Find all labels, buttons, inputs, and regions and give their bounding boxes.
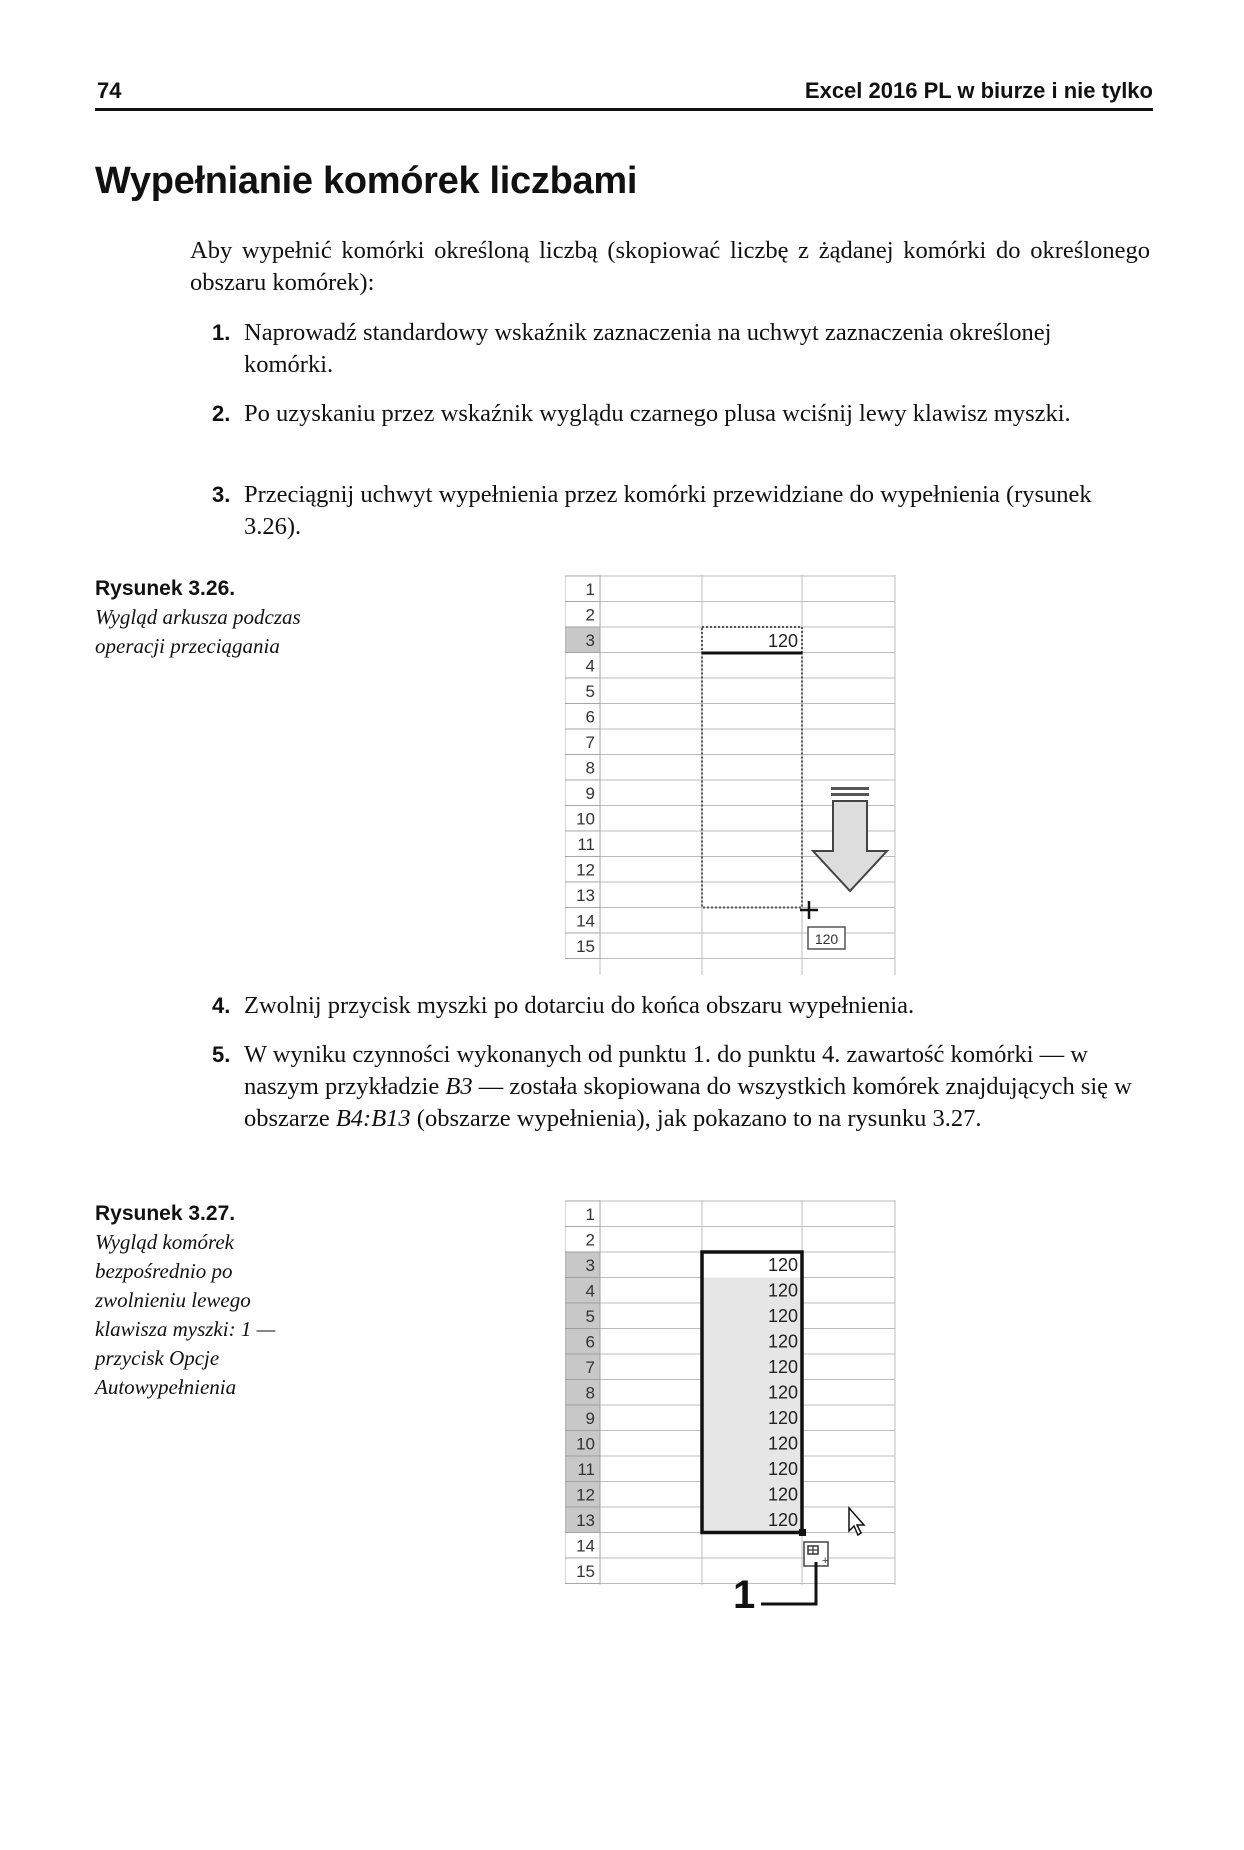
- cell-value: 120: [767, 1255, 798, 1275]
- row-number: 8: [585, 758, 595, 778]
- row-number: 3: [585, 631, 595, 650]
- row-number: 6: [585, 707, 595, 727]
- row-number: 6: [585, 1332, 595, 1352]
- filled-cell-values: [768, 1255, 798, 1530]
- figure-3-26-spreadsheet: [565, 575, 905, 975]
- row-headers: [565, 1201, 600, 1584]
- fill-handle: [799, 1529, 806, 1536]
- step-number: 3.: [212, 482, 231, 507]
- row-number: 13: [576, 1511, 595, 1530]
- step-2: [212, 398, 1132, 430]
- figure-description: Wygląd komórek bezpośrednio po zwolnieniu lewego klawisza myszki: 1 — przycisk Opcje Autowypełnienia: [95, 1230, 276, 1399]
- figure-label: Rysunek 3.26.: [95, 577, 236, 600]
- figure-description: Wygląd arkusza podczas operacji przeciągania: [95, 605, 301, 658]
- step-5: [212, 1039, 1132, 1135]
- section-title: Wypełnianie komórek liczbami: [95, 160, 638, 202]
- range-reference: B4:B13: [335, 1105, 411, 1132]
- crosshair-cursor-icon: [800, 901, 818, 919]
- row-number: 14: [576, 1536, 595, 1556]
- row-number: 10: [576, 809, 595, 829]
- spreadsheet-grid: [565, 575, 895, 975]
- row-number: 4: [585, 656, 595, 676]
- row-number: 4: [585, 1281, 595, 1301]
- row-number: 11: [577, 1460, 595, 1479]
- step-text: Po uzyskaniu przez wskaźnik wyglądu czarnego plusa wciśnij lewy klawisz myszki.: [244, 400, 1071, 427]
- mouse-pointer-icon: [849, 1508, 864, 1535]
- figure-3-27-spreadsheet: [565, 1200, 905, 1620]
- intro-paragraph: Aby wypełnić komórki określoną liczbą (skopiować liczbę z żądanej komórki do określonego obszaru komórek):: [190, 237, 1150, 296]
- cell-value: 120: [767, 1408, 798, 1428]
- cell-value: 120: [767, 1382, 798, 1403]
- step-1: [212, 317, 1132, 381]
- row-number: 12: [576, 860, 595, 880]
- row-number: 8: [585, 1383, 595, 1403]
- step-number: 2.: [212, 401, 231, 426]
- step-number: 5.: [212, 1042, 231, 1067]
- row-number: 9: [585, 1409, 595, 1428]
- row-number: 5: [585, 682, 595, 701]
- row-number: 11: [577, 835, 595, 854]
- step-number: 4.: [212, 993, 231, 1018]
- cell-value: 120: [767, 1459, 798, 1479]
- svg-text:+: +: [822, 1555, 829, 1567]
- row-number: 1: [585, 580, 595, 599]
- row-number: 7: [585, 733, 595, 752]
- row-number: 15: [576, 937, 595, 956]
- cell-value: 120: [767, 1280, 798, 1301]
- row-number: 9: [585, 784, 595, 803]
- row-headers: [565, 576, 600, 959]
- row-number: 7: [585, 1358, 595, 1377]
- step-text: Przeciągnij uchwyt wypełnienia przez komórki przewidziane do wypełnienia (rysunek 3.26).: [244, 481, 1092, 540]
- step-4: [212, 990, 1132, 1022]
- step-text: Zwolnij przycisk myszki po dotarciu do końca obszaru wypełnienia.: [244, 992, 915, 1019]
- step-text: Naprowadź standardowy wskaźnik zaznaczenia na uchwyt zaznaczenia określonej komórki.: [244, 319, 1052, 378]
- figure-3-27-caption: [95, 1200, 305, 1402]
- figure-label: Rysunek 3.27.: [95, 1202, 236, 1225]
- cell-value: 120: [767, 1433, 798, 1454]
- cell-value: 120: [767, 1484, 798, 1505]
- step-text: W wyniku czynności wykonanych od punktu 1. do punktu 4. zawartość komórki — w naszym przykładzie B3 — została skopiowana do wszystkich komórek znajdujących się w obszarze B4:B13 (obszarze wypełnienia), jak pokazano to na rysunku 3.27.: [244, 1041, 1132, 1132]
- step-3: [212, 479, 1132, 543]
- step-number: 1.: [212, 320, 231, 345]
- row-number: 10: [576, 1434, 595, 1454]
- running-header: [95, 78, 1153, 111]
- row-number: 3: [585, 1256, 595, 1275]
- row-number: 14: [576, 911, 595, 931]
- cell-value: 120: [767, 1510, 798, 1530]
- row-number: 2: [585, 605, 595, 625]
- row-number: 5: [585, 1307, 595, 1326]
- row-number: 12: [576, 1485, 595, 1505]
- book-title: Excel 2016 PL w biurze i nie tylko: [804, 78, 1153, 103]
- row-number: 2: [585, 1230, 595, 1250]
- row-number: 1: [585, 1205, 595, 1224]
- cell-value: 120: [767, 1331, 798, 1352]
- page-number: 74: [97, 78, 122, 103]
- row-number: 15: [576, 1562, 595, 1581]
- callout-number: 1: [733, 1573, 756, 1617]
- figure-3-26-caption: [95, 575, 305, 661]
- cell-b3-value: 120: [767, 631, 798, 651]
- cell-value: 120: [767, 1306, 798, 1326]
- row-number: 13: [576, 886, 595, 905]
- cell-value: 120: [767, 1357, 798, 1377]
- cell-reference: B3: [445, 1073, 473, 1100]
- down-arrow-icon: [813, 787, 887, 891]
- tooltip-text: 120: [814, 931, 839, 947]
